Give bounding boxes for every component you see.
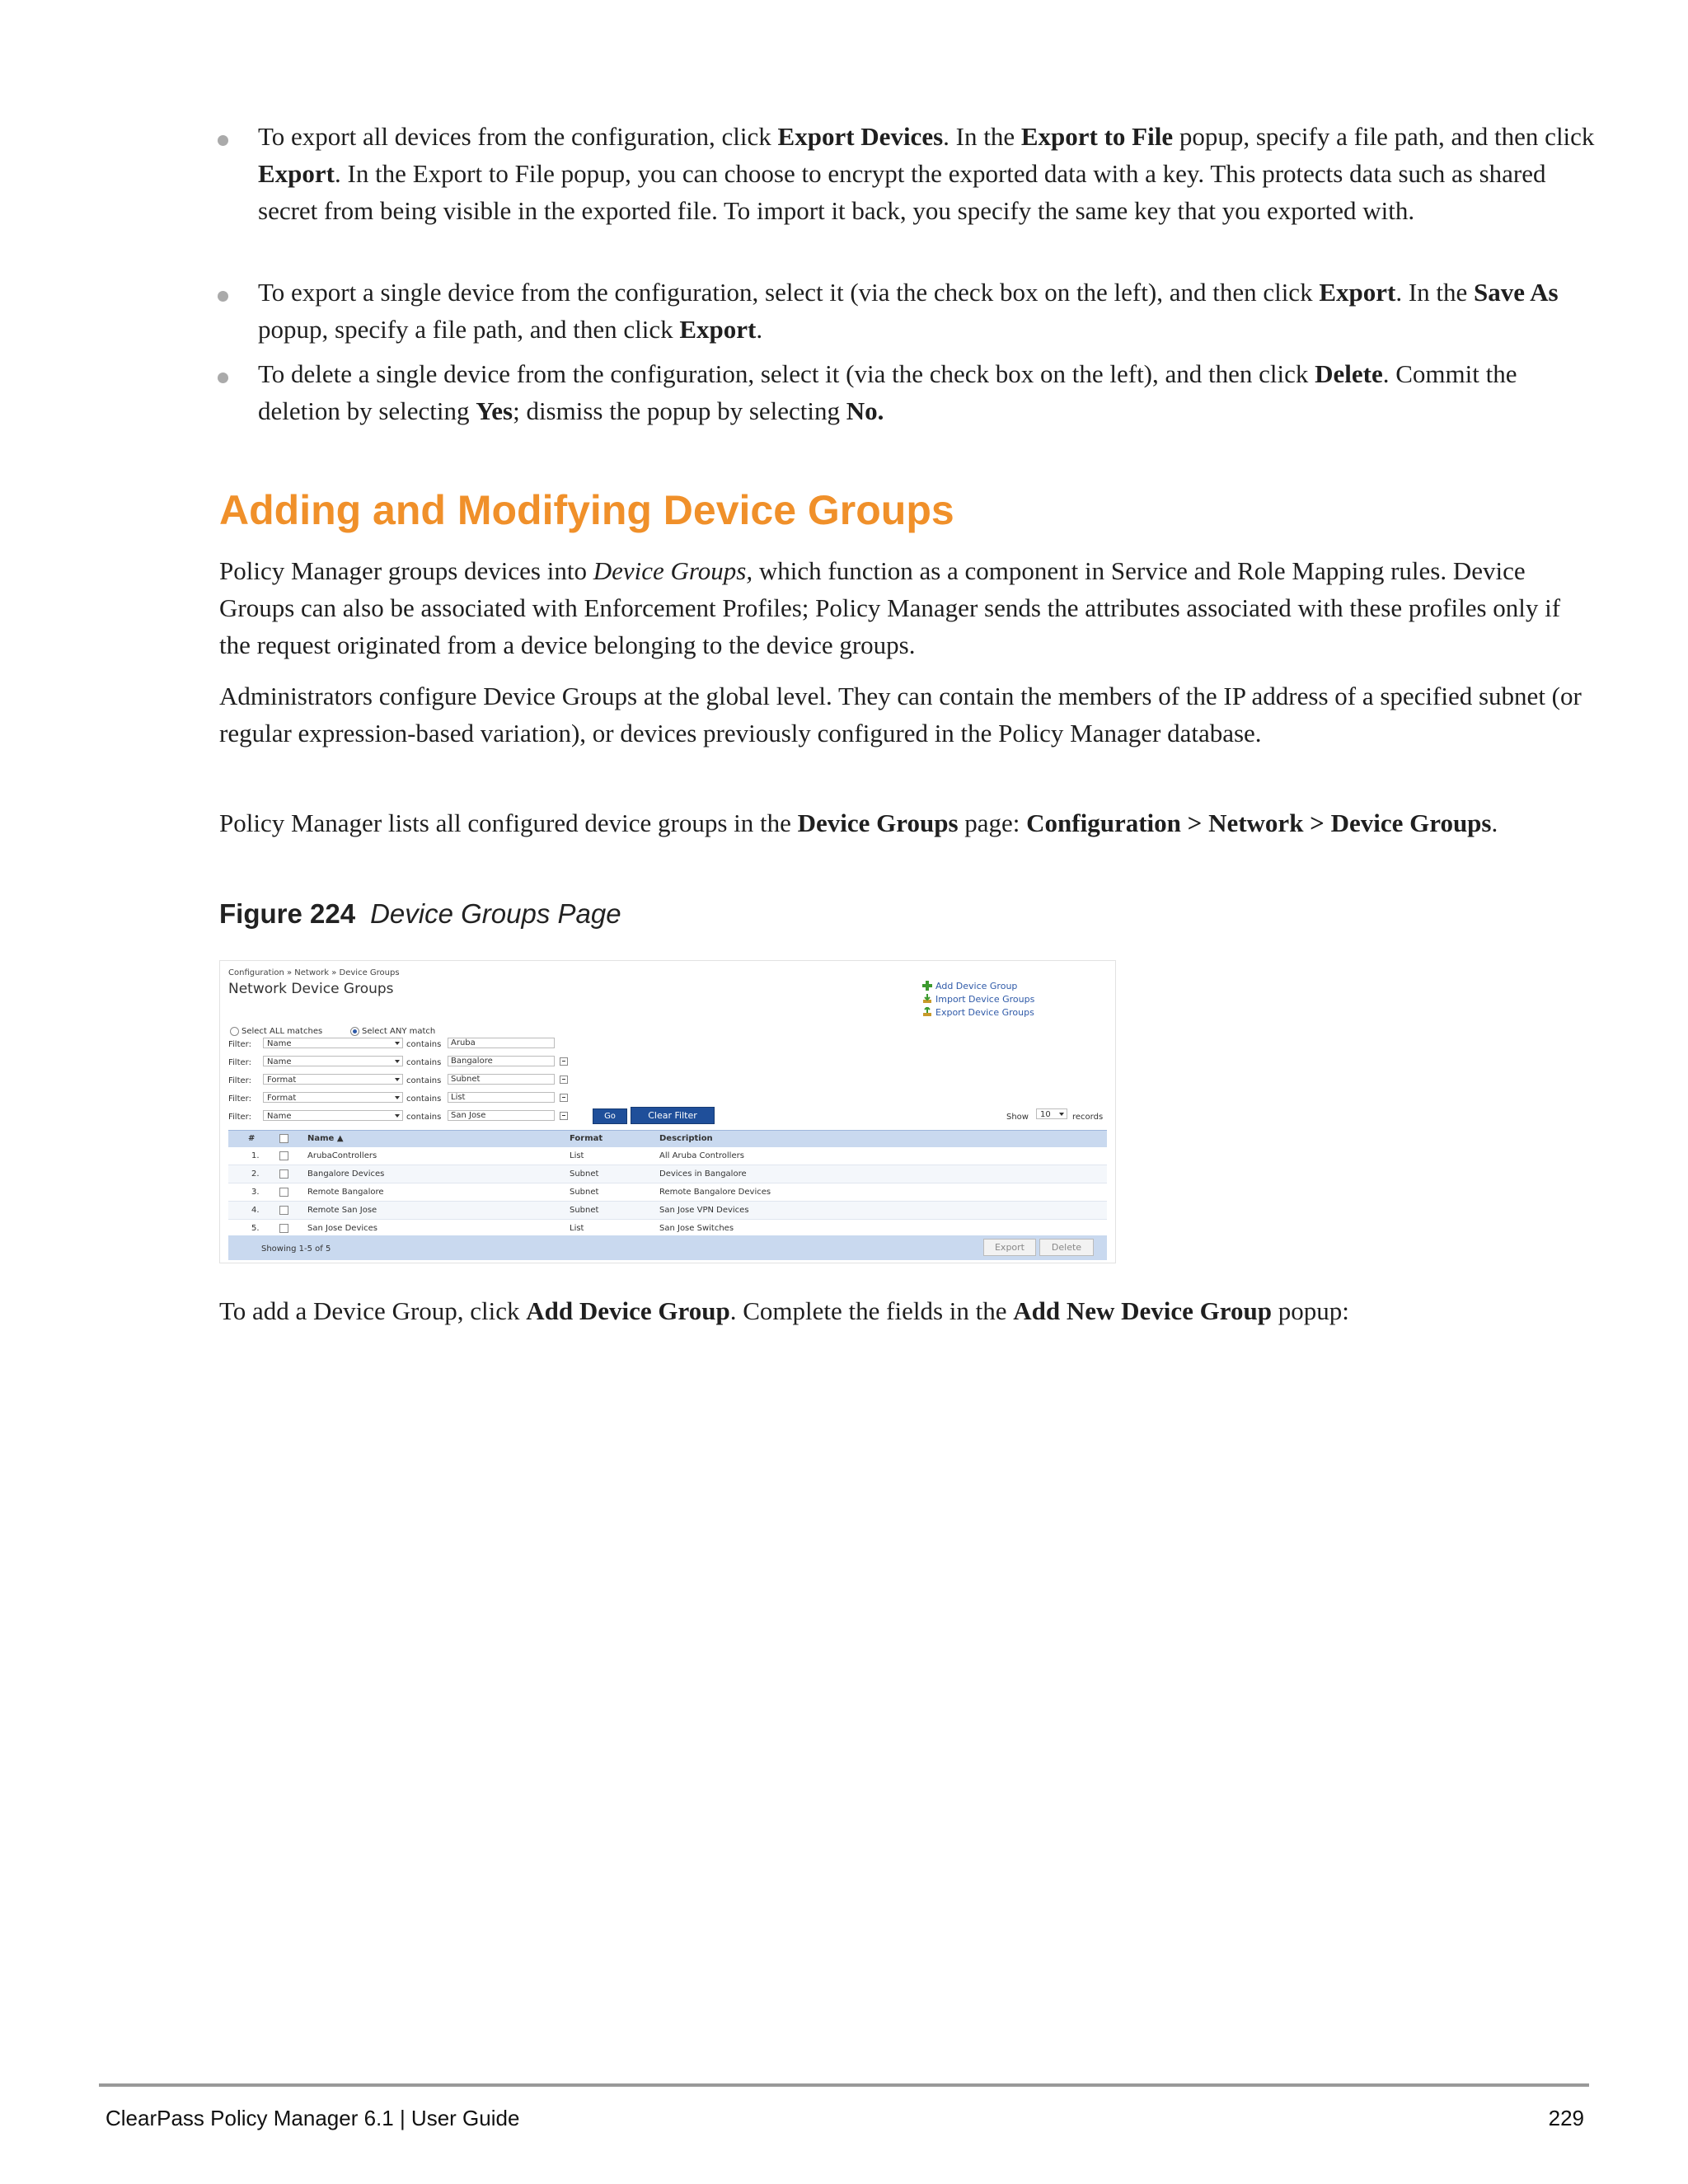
section-heading: Adding and Modifying Device Groups [219, 487, 954, 533]
filter-contains-label: contains [406, 1058, 442, 1067]
filter-field-select[interactable] [263, 1092, 403, 1103]
table-header [228, 1130, 1107, 1147]
column-name-label: Name [307, 1134, 335, 1143]
text-run: ; dismiss the popup by selecting [513, 396, 846, 425]
filter-field-value: Format [267, 1094, 297, 1103]
text-run: Policy Manager groups devices into [219, 556, 593, 585]
row-description: All Aruba Controllers [659, 1151, 744, 1160]
text-run: Configuration > Network > Device Groups [1026, 808, 1492, 837]
row-format: List [570, 1151, 584, 1160]
page-number: 229 [1548, 2106, 1584, 2130]
device-groups-screenshot [219, 960, 1116, 1263]
paragraph-device-groups-page [219, 804, 1587, 841]
text-run: popup, specify a file path, and then click [1173, 122, 1595, 151]
bullet-delete-single [258, 355, 1601, 429]
row-name: Bangalore Devices [307, 1169, 385, 1179]
row-number: 5. [251, 1224, 260, 1233]
row-checkbox[interactable] [279, 1188, 288, 1197]
import-device-groups-link[interactable]: Import Device Groups [935, 994, 1035, 1005]
filter-label: Filter: [228, 1058, 251, 1067]
delete-button[interactable]: Delete [1039, 1239, 1094, 1256]
bullet-dot [218, 291, 228, 302]
row-format: List [570, 1224, 584, 1233]
text-run: Yes [476, 396, 513, 425]
row-description: Remote Bangalore Devices [659, 1188, 771, 1197]
text-run: . [756, 315, 763, 344]
filter-field-select[interactable] [263, 1074, 403, 1085]
select-any-label: Select ANY match [362, 1027, 436, 1036]
text-run: . In the [943, 122, 1021, 151]
paragraph-add-device-group [219, 1292, 1587, 1329]
text-run: . [1491, 808, 1498, 837]
text-run: . Commit the deletion by selecting [258, 359, 1517, 425]
row-number: 1. [251, 1151, 260, 1160]
text-run: Export [258, 159, 335, 188]
filter-label: Filter: [228, 1094, 251, 1104]
remove-filter-icon[interactable] [560, 1112, 568, 1120]
text-run: Export to File [1020, 122, 1174, 151]
text-run: Add New Device Group [1013, 1296, 1272, 1325]
records-per-page-select[interactable] [1036, 1108, 1067, 1119]
table-row[interactable] [228, 1147, 1107, 1165]
filter-value-input[interactable]: Subnet [448, 1074, 555, 1085]
remove-filter-icon[interactable] [560, 1076, 568, 1084]
text-run: popup: [1271, 1296, 1349, 1325]
showing-count: Showing 1-5 of 5 [261, 1244, 331, 1254]
row-format: Subnet [570, 1169, 599, 1179]
row-checkbox[interactable] [279, 1224, 288, 1233]
text-run: To delete a single device from the configuration, select it (via the check box on the left), and then click [258, 359, 1315, 388]
bullet-export-devices [258, 118, 1601, 229]
records-per-page-value: 10 [1040, 1110, 1051, 1119]
table-footer [228, 1235, 1107, 1260]
footer-rule [99, 2083, 1589, 2087]
filter-value-input[interactable]: San Jose [448, 1110, 555, 1121]
text-run: No. [846, 396, 884, 425]
row-description: San Jose VPN Devices [659, 1206, 749, 1215]
show-label: Show [1006, 1113, 1029, 1122]
row-name: ArubaControllers [307, 1151, 377, 1160]
filter-value-input[interactable]: List [448, 1092, 555, 1103]
remove-filter-icon[interactable] [560, 1057, 568, 1066]
text-run: Device Groups, [593, 556, 753, 585]
table-row[interactable] [228, 1202, 1107, 1220]
text-run: which function as a component in Service and Role Mapping rules. Device Groups can also be associated with Enforcement Profiles; Policy Manager sends the attributes associated with these profiles only if the request originated from a device belonging to the device groups. [219, 556, 1561, 659]
filter-contains-label: contains [406, 1113, 442, 1122]
filter-contains-label: contains [406, 1076, 442, 1085]
filter-field-select[interactable] [263, 1038, 403, 1048]
export-device-groups-link[interactable]: Export Device Groups [935, 1007, 1034, 1018]
column-description[interactable]: Description [659, 1134, 713, 1143]
figure-title: Device Groups Page [370, 898, 621, 929]
paragraph-administrators [219, 677, 1587, 752]
row-checkbox[interactable] [279, 1206, 288, 1215]
footer-title: ClearPass Policy Manager 6.1 | User Guide [106, 2106, 520, 2130]
column-name[interactable] [307, 1133, 344, 1144]
export-icon [922, 1007, 932, 1017]
filter-label: Filter: [228, 1113, 251, 1122]
text-run: Export [1319, 278, 1396, 307]
row-name: Remote San Jose [307, 1206, 377, 1215]
text-run: Delete [1315, 359, 1383, 388]
text-run: Export [679, 315, 757, 344]
table-row[interactable] [228, 1183, 1107, 1202]
select-all-radio[interactable] [230, 1027, 239, 1036]
bullet-export-single [258, 274, 1601, 348]
row-number: 3. [251, 1188, 260, 1197]
text-run: page: [958, 808, 1027, 837]
row-checkbox[interactable] [279, 1169, 288, 1179]
text-run: Administrators configure Device Groups at the global level. They can contain the members of the IP address of a specified subnet (or regular expression-based variation), or devices previously configured in the Policy Manager database. [219, 682, 1582, 748]
row-description: San Jose Switches [659, 1224, 734, 1233]
row-number: 2. [251, 1169, 260, 1179]
filter-field-value: Name [267, 1039, 292, 1048]
breadcrumb: Configuration » Network » Device Groups [228, 968, 400, 977]
filter-contains-label: contains [406, 1040, 442, 1049]
select-all-label: Select ALL matches [241, 1027, 323, 1036]
text-run: Export Devices [777, 122, 944, 151]
text-run: . In the [1395, 278, 1475, 307]
filter-value-input[interactable]: Aruba [448, 1038, 555, 1048]
add-device-group-link[interactable]: Add Device Group [935, 981, 1018, 991]
filter-field-value: Name [267, 1057, 292, 1066]
row-description: Devices in Bangalore [659, 1169, 747, 1179]
import-icon [922, 994, 932, 1004]
column-format[interactable]: Format [570, 1134, 603, 1143]
filter-value-input[interactable]: Bangalore [448, 1056, 555, 1066]
text-run: Device Groups [797, 808, 959, 837]
select-any-radio[interactable] [350, 1027, 359, 1036]
table-row[interactable] [228, 1165, 1107, 1183]
text-run: popup, specify a file path, and then click [258, 315, 680, 344]
figure-number: Figure 224 [219, 898, 356, 929]
column-number: # [248, 1134, 256, 1143]
remove-filter-icon[interactable] [560, 1094, 568, 1102]
figure-caption [219, 898, 621, 930]
text-run: To export a single device from the configuration, select it (via the check box on the left), and then click [258, 278, 1320, 307]
row-format: Subnet [570, 1206, 599, 1215]
row-name: Remote Bangalore [307, 1188, 384, 1197]
row-number: 4. [251, 1206, 260, 1215]
page-title: Network Device Groups [228, 981, 394, 997]
filter-field-select[interactable] [263, 1056, 403, 1066]
select-all-checkbox[interactable] [279, 1134, 288, 1143]
row-checkbox[interactable] [279, 1151, 288, 1160]
row-name: San Jose Devices [307, 1224, 378, 1233]
bullet-dot [218, 135, 228, 146]
text-run: . In the Export to File popup, you can choose to encrypt the exported data with a key. This protects data such as shared secret from being visible in the exported file. To import it back, you specify the same key that you exported with. [258, 159, 1546, 225]
filter-label: Filter: [228, 1076, 251, 1085]
sort-asc-icon: ▲ [336, 1134, 344, 1143]
filter-field-select[interactable] [263, 1110, 403, 1121]
text-run: Add Device Group [526, 1296, 730, 1325]
export-button[interactable]: Export [983, 1239, 1036, 1256]
row-format: Subnet [570, 1188, 599, 1197]
filter-contains-label: contains [406, 1094, 442, 1104]
text-run: To export all devices from the configuration, click [258, 122, 778, 151]
records-label: records [1072, 1113, 1104, 1122]
filter-label: Filter: [228, 1040, 251, 1049]
paragraph-device-groups-intro [219, 552, 1587, 663]
bullet-dot [218, 373, 228, 383]
clear-filter-button[interactable]: Clear Filter [631, 1107, 715, 1124]
text-run: Save As [1474, 278, 1559, 307]
add-icon [922, 981, 932, 991]
text-run: To add a Device Group, click [219, 1296, 527, 1325]
text-run: Policy Manager lists all configured device groups in the [219, 808, 798, 837]
filter-field-value: Name [267, 1112, 292, 1121]
go-button[interactable]: Go [593, 1108, 627, 1124]
text-run: . Complete the fields in the [729, 1296, 1014, 1325]
filter-field-value: Format [267, 1076, 297, 1085]
